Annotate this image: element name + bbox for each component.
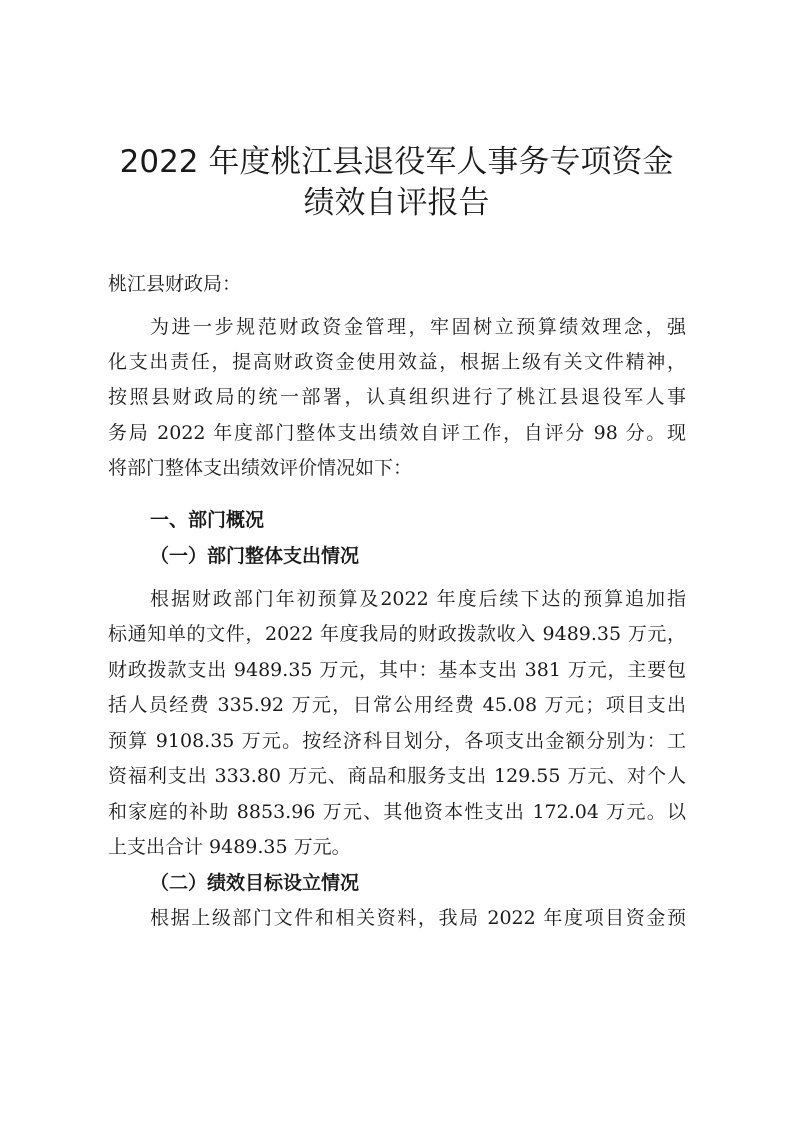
sub1-body-line-7: 和家庭的补助 8853.96 万元、其他资本性支出 172.04 万元。以 (108, 801, 686, 823)
intro-line-2: 化支出责任，提高财政资金使用效益，根据上级有关文件精神， (108, 351, 686, 373)
sub1-body-line-4: 括人员经费 335.92 万元，日常公用经费 45.08 万元；项目支出 (108, 694, 686, 716)
document-title-line-2: 绩效自评报告 (303, 185, 490, 221)
section-1-heading: 一、部门概况 (150, 509, 265, 531)
sub1-body-line-8: 上支出合计 9489.35 万元。 (108, 836, 351, 858)
sub1-body-line-1: 根据财政部门年初预算及2022 年度后续下达的预算追加指 (150, 588, 686, 610)
intro-line-4: 务局 2022 年度部门整体支出绩效自评工作，自评分 98 分。现 (108, 422, 686, 444)
salutation: 桃江县财政局： (108, 273, 242, 295)
document-title-line-1: 2022 年度桃江县退役军人事务专项资金 (119, 144, 674, 180)
sub1-body-line-2: 标通知单的文件，2022 年度我局的财政拨款收入 9489.35 万元， (108, 623, 686, 645)
sub2-body-line-1: 根据上级部门文件和相关资料，我局 2022 年度项目资金预 (150, 907, 686, 929)
sub1-body-line-6: 资福利支出 333.80 万元、商品和服务支出 129.55 万元、对个人 (108, 765, 686, 787)
intro-line-5: 将部门整体支出绩效评价情况如下： (108, 457, 413, 479)
sub1-body-line-3: 财政拨款支出 9489.35 万元，其中：基本支出 381 万元，主要包 (108, 659, 686, 681)
sub1-body-line-5: 预算 9108.35 万元。按经济科目划分，各项支出金额分别为：工 (108, 730, 686, 752)
intro-line-3: 按照县财政局的统一部署，认真组织进行了桃江县退役军人事 (108, 386, 686, 408)
subsection-1-heading: （一）部门整体支出情况 (150, 545, 360, 567)
intro-line-1: 为进一步规范财政资金管理，牢固树立预算绩效理念，强 (150, 316, 686, 338)
subsection-2-heading: （二）绩效目标设立情况 (150, 872, 360, 894)
